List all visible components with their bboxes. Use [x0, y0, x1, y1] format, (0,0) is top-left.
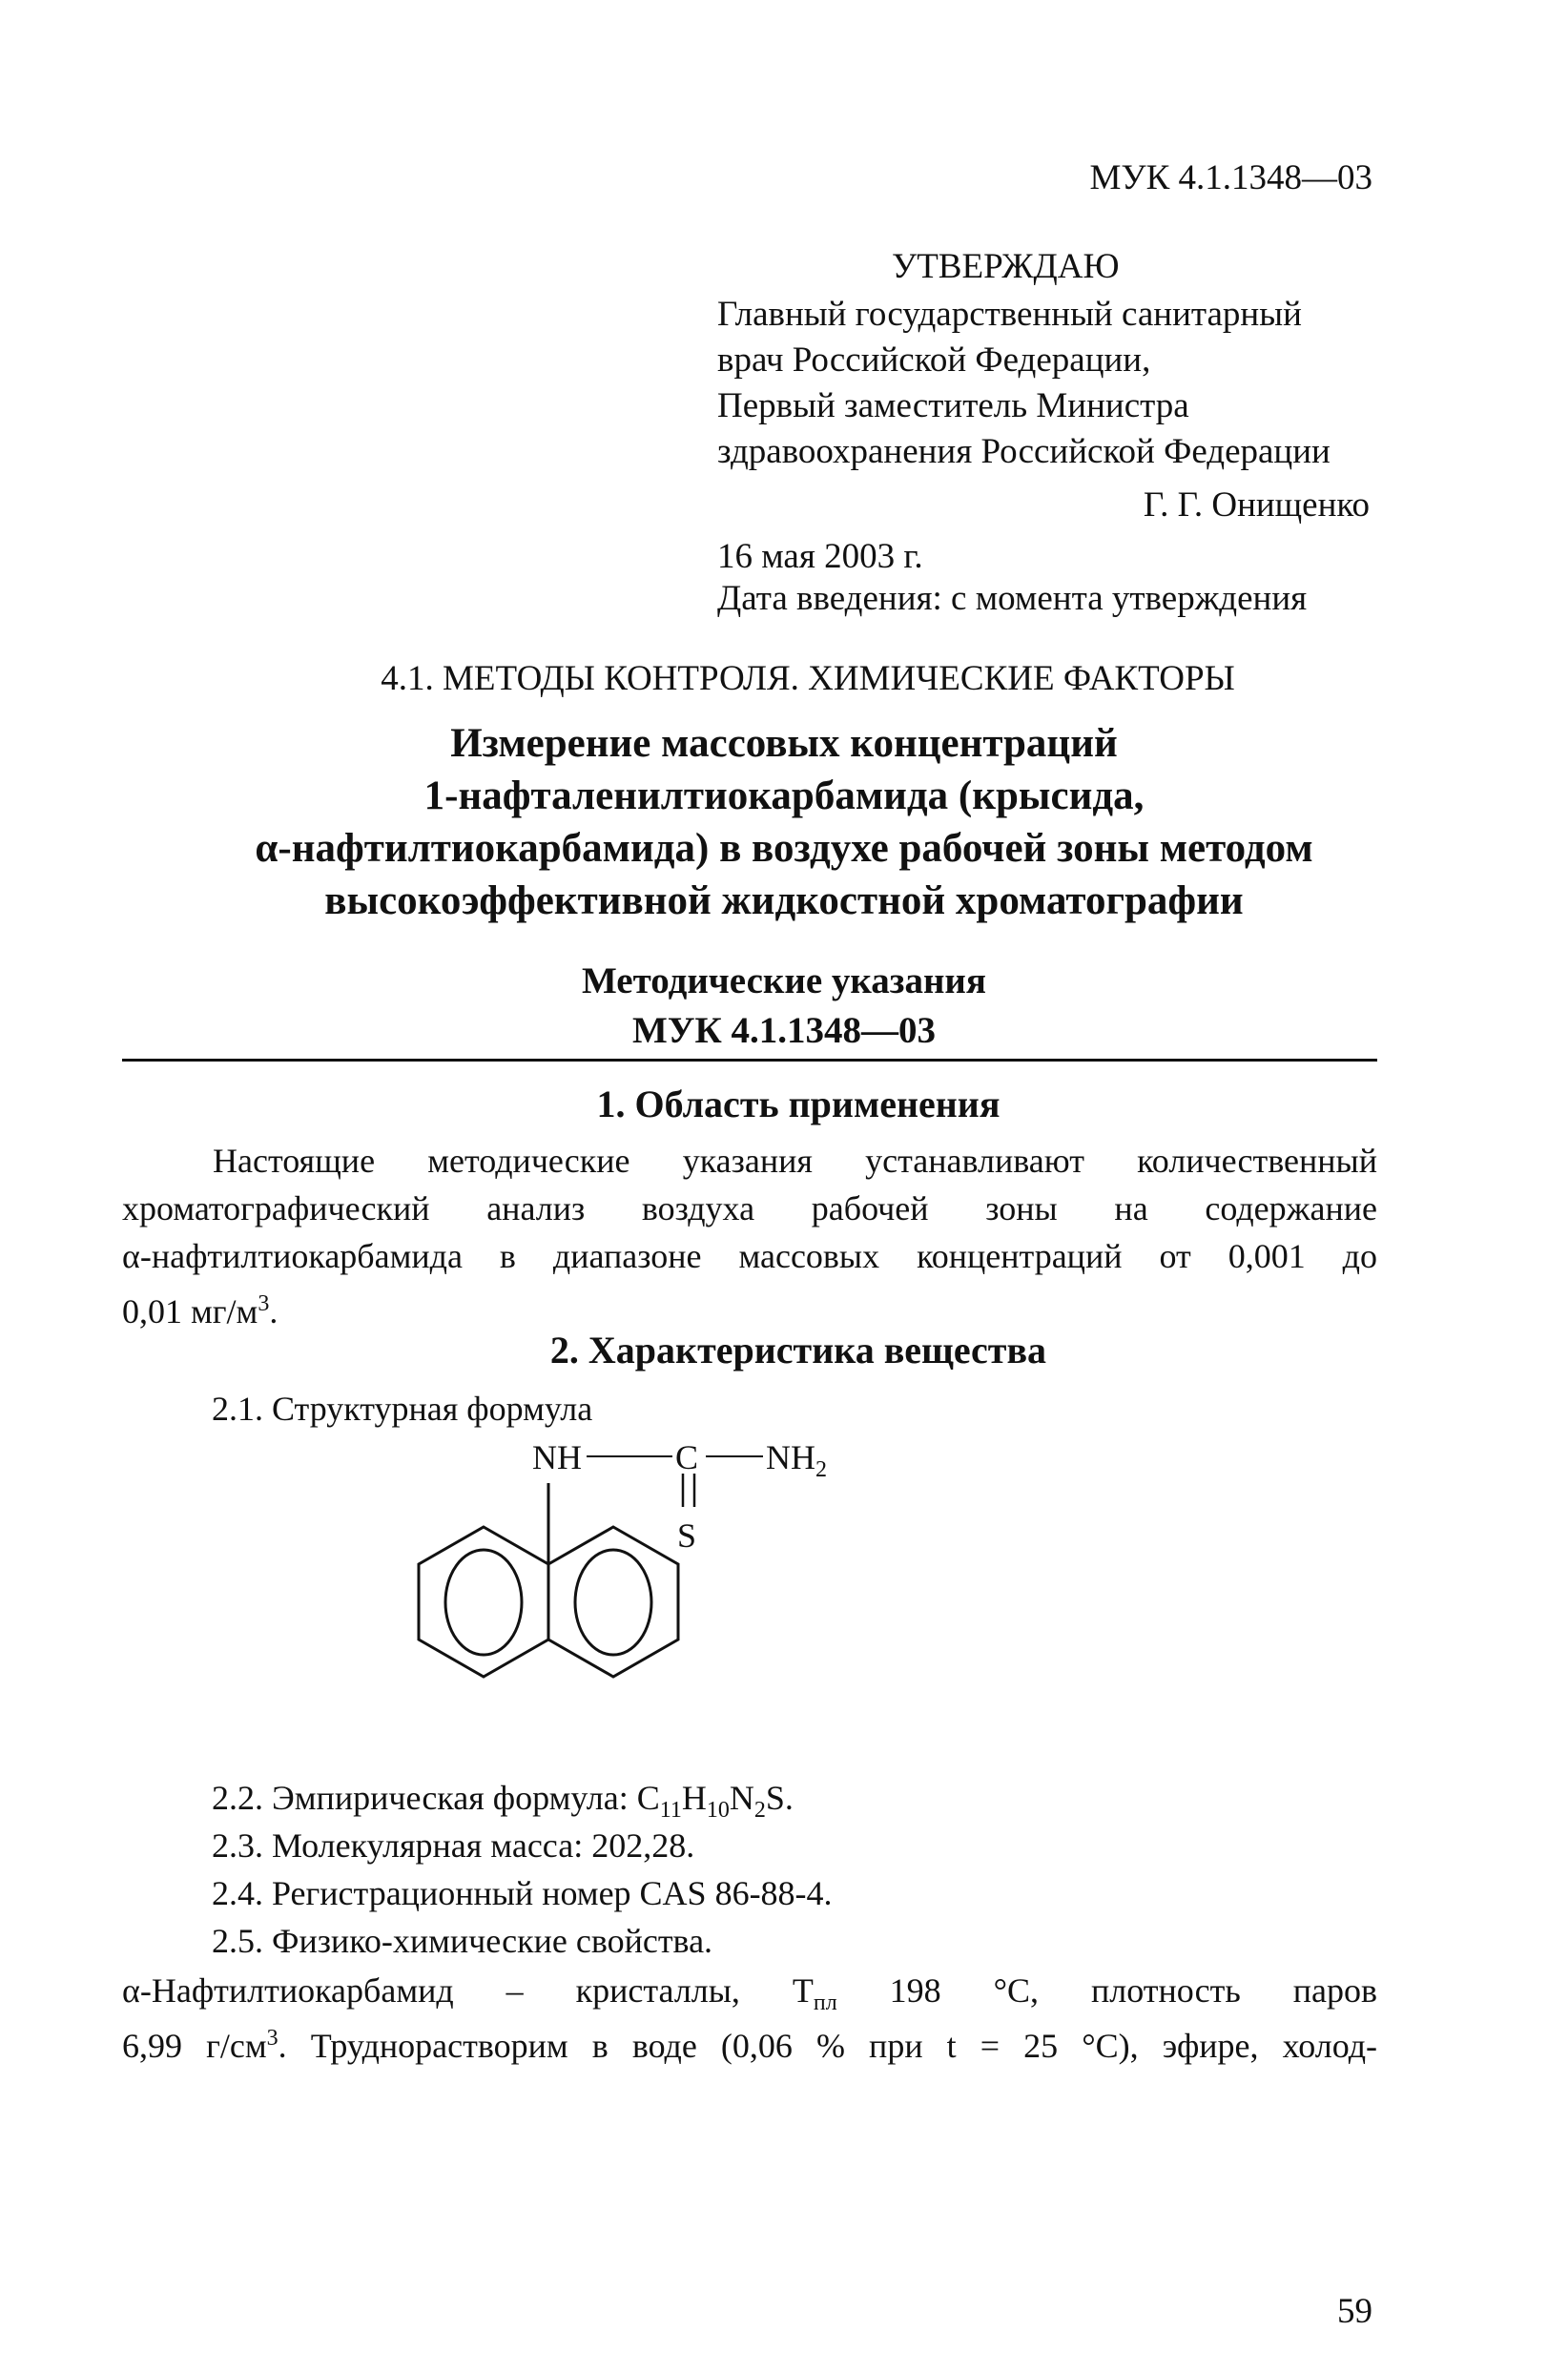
- title-line: высокоэффективной жидкостной хроматографии: [324, 878, 1244, 923]
- title-line: Измерение массовых концентраций: [450, 721, 1118, 766]
- nh2-group: [766, 1440, 827, 1481]
- empirical-formula-line: [212, 1774, 833, 1822]
- empirical-formula-label: 2.2. Эмпирическая формула:: [212, 1779, 637, 1817]
- text-fragment: 198 °С, плотность паров: [836, 1971, 1377, 2010]
- period: .: [269, 1292, 279, 1330]
- approval-line: Главный государственный санитарный: [717, 295, 1302, 334]
- concentration-unit: 0,01 мг/м: [122, 1292, 258, 1330]
- document-title: [0, 717, 1568, 927]
- approval-line: врач Российской Федерации,: [717, 340, 1151, 380]
- title-line: α-нафтилтиокарбамида) в воздухе рабочей зоны методом: [255, 826, 1313, 871]
- horizontal-rule: [122, 1059, 1377, 1062]
- text-fragment: . Труднорастворим в воде (0,06 % при t = 25 °С), эфире, холод-: [278, 2027, 1377, 2065]
- subtitle-line: Методические указания: [581, 960, 986, 1001]
- formula-subscript: 10: [706, 1798, 730, 1824]
- naphthalene-rings-icon: [343, 1431, 897, 1803]
- left-ring-circle: [445, 1550, 522, 1655]
- properties-list: [212, 1774, 833, 1965]
- right-ring-circle: [575, 1550, 651, 1655]
- document-subtitle: [0, 957, 1568, 1056]
- subtitle-line: МУК 4.1.1348—03: [632, 1010, 936, 1051]
- section-header: 4.1. МЕТОДЫ КОНТРОЛЯ. ХИМИЧЕСКИЕ ФАКТОРЫ: [381, 659, 1235, 698]
- superscript: 3: [258, 1291, 270, 1316]
- text-fragment: 6,99 г/см: [122, 2027, 267, 2065]
- approval-block: [717, 294, 1331, 477]
- section-2-heading: 2. Характеристика вещества: [549, 1329, 1047, 1372]
- title-line: 1-нафталенилтиокарбамида (крысида,: [423, 773, 1145, 818]
- approver-name: Г. Г. Онищенко: [1143, 485, 1370, 525]
- document-code: МУК 4.1.1348—03: [1089, 158, 1372, 197]
- formula-element: S: [765, 1779, 785, 1817]
- formula-element: N: [729, 1779, 754, 1817]
- paragraph-line: α-нафтилтиокарбамида в диапазоне массовых концентраций от 0,001 до: [122, 1237, 1377, 1275]
- sulfur-atom: S: [677, 1516, 697, 1555]
- structural-formula-label: 2.1. Структурная формула: [212, 1390, 593, 1428]
- nh-group: NH: [532, 1438, 582, 1476]
- period: .: [784, 1779, 794, 1817]
- text-fragment: α-Нафтилтиокарбамид – кристаллы, Т: [122, 1971, 814, 2010]
- properties-paragraph: [122, 1967, 1377, 2070]
- approval-heading: УТВЕРЖДАЮ: [892, 247, 1120, 286]
- subscript: пл: [813, 1990, 837, 2016]
- formula-element: C: [636, 1779, 660, 1817]
- approval-date: 16 мая 2003 г.: [717, 537, 923, 576]
- formula-subscript: 2: [753, 1798, 766, 1824]
- paragraph-line: [122, 2014, 1377, 2070]
- introduction-date: Дата введения: с момента утверждения: [717, 579, 1308, 618]
- section-1-heading: 1. Область применения: [596, 1083, 1001, 1125]
- approval-line: Первый заместитель Министра: [717, 386, 1189, 425]
- page-number: 59: [1337, 2292, 1372, 2331]
- formula-element: H: [681, 1779, 707, 1817]
- paragraph-line: хроматографический анализ воздуха рабочей зоны на содержание: [122, 1189, 1377, 1227]
- formula-subscript: 11: [659, 1798, 682, 1824]
- nh2-subscript: 2: [815, 1457, 827, 1483]
- cas-number-line: 2.4. Регистрационный номер CAS 86-88-4.: [212, 1874, 833, 1912]
- paragraph-line: [122, 1967, 1377, 2014]
- properties-label: 2.5. Физико-химические свойства.: [212, 1922, 713, 1960]
- approval-line: здравоохранения Российской Федерации: [717, 432, 1331, 471]
- carbon-atom: C: [675, 1438, 699, 1476]
- section-1-body: [122, 1137, 1377, 1335]
- structural-formula: [343, 1431, 897, 1803]
- molar-mass-line: 2.3. Молекулярная масса: 202,28.: [212, 1826, 695, 1865]
- paragraph-line: Настоящие методические указания устанавливают количественный: [213, 1142, 1377, 1180]
- empirical-formula: [636, 1779, 785, 1824]
- nh2-text: NH: [766, 1438, 815, 1476]
- superscript: 3: [266, 2026, 279, 2051]
